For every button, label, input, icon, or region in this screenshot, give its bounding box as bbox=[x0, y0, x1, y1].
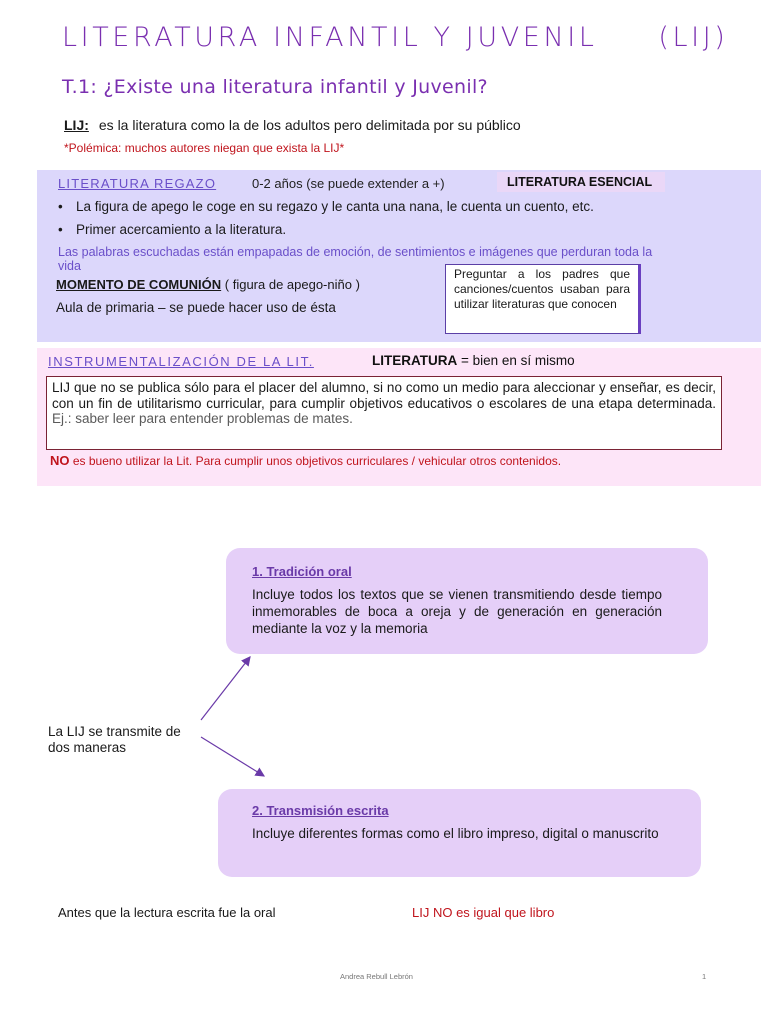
instrumental-example: Ej.: saber leer para entender problemas de mates. bbox=[52, 411, 353, 426]
author-footer: Andrea Rebull Lebrón bbox=[340, 972, 413, 981]
no-text: es bueno utilizar la Lit. Para cumplir unos objetivos curriculares / vehicular otros contenidos. bbox=[69, 454, 562, 468]
lij-not-book-note: LIJ NO es igual que libro bbox=[412, 905, 555, 920]
aula-note: Aula de primaria – se puede hacer uso de ésta bbox=[56, 300, 336, 315]
oral-heading: 1. Tradición oral bbox=[252, 564, 352, 579]
instrumental-heading: INSTRUMENTALIZACIÓN DE LA LIT. bbox=[48, 354, 314, 369]
arrow-to-oral bbox=[201, 657, 250, 720]
written-heading: 2. Transmisión escrita bbox=[252, 803, 389, 818]
definition-text: es la literatura como la de los adultos pero delimitada por su público bbox=[98, 117, 521, 133]
ask-parents-box: Preguntar a los padres que canciones/cuentos usaban para utilizar literaturas que conocen bbox=[445, 264, 641, 334]
moment-label: MOMENTO DE COMUNIÓN bbox=[56, 277, 222, 292]
esencial-tag: LITERATURA ESENCIAL bbox=[497, 172, 665, 192]
regazo-bullet: • Primer acercamiento a la literatura. bbox=[58, 222, 286, 237]
page-number: 1 bbox=[702, 972, 707, 981]
moment-text: ( figura de apego-niño ) bbox=[221, 277, 360, 292]
literature-text: = bien en sí mismo bbox=[457, 353, 575, 368]
transmission-origin: La LIJ se transmite de dos maneras bbox=[48, 724, 181, 755]
oral-text: Incluye todos los textos que se vienen transmitiendo desde tiempo inmemorables de boca a oreja y de generación en generación mediante la voz y la memoria bbox=[252, 587, 662, 636]
regazo-age: 0-2 años (se puede extender a +) bbox=[252, 176, 445, 191]
page-title: LITERATURA INFANTIL Y JUVENIL (LIJ) bbox=[62, 22, 729, 53]
regazo-bullet: • La figura de apego le coge en su regazo y le canta una nana, le cuenta un cuento, etc. bbox=[58, 199, 594, 214]
definition-term: LIJ: bbox=[64, 117, 89, 133]
instrumental-text: LIJ que no se publica sólo para el placer del alumno, si no como un medio para aleccionar y enseñar, es decir, con un fin de utilitarismo curricular, para cumplir objetivos educativos o escolares de una etapa determinada. bbox=[52, 380, 716, 411]
oral-first-note: Antes que la lectura escrita fue la oral bbox=[58, 905, 276, 920]
polemic-note: *Polémica: muchos autores niegan que exista la LIJ* bbox=[64, 141, 345, 155]
regazo-note: Las palabras escuchadas están empapadas de emoción, de sentimientos e imágenes que perduran toda la vida bbox=[58, 245, 653, 273]
regazo-heading: LITERATURA REGAZO bbox=[58, 176, 217, 191]
literature-label: LITERATURA bbox=[372, 353, 458, 368]
arrow-to-written bbox=[201, 737, 264, 776]
written-text: Incluye diferentes formas como el libro impreso, digital o manuscrito bbox=[252, 826, 659, 841]
topic-subtitle: T.1: ¿Existe una literatura infantil y Juvenil? bbox=[62, 76, 488, 98]
no-word: NO bbox=[50, 453, 70, 468]
